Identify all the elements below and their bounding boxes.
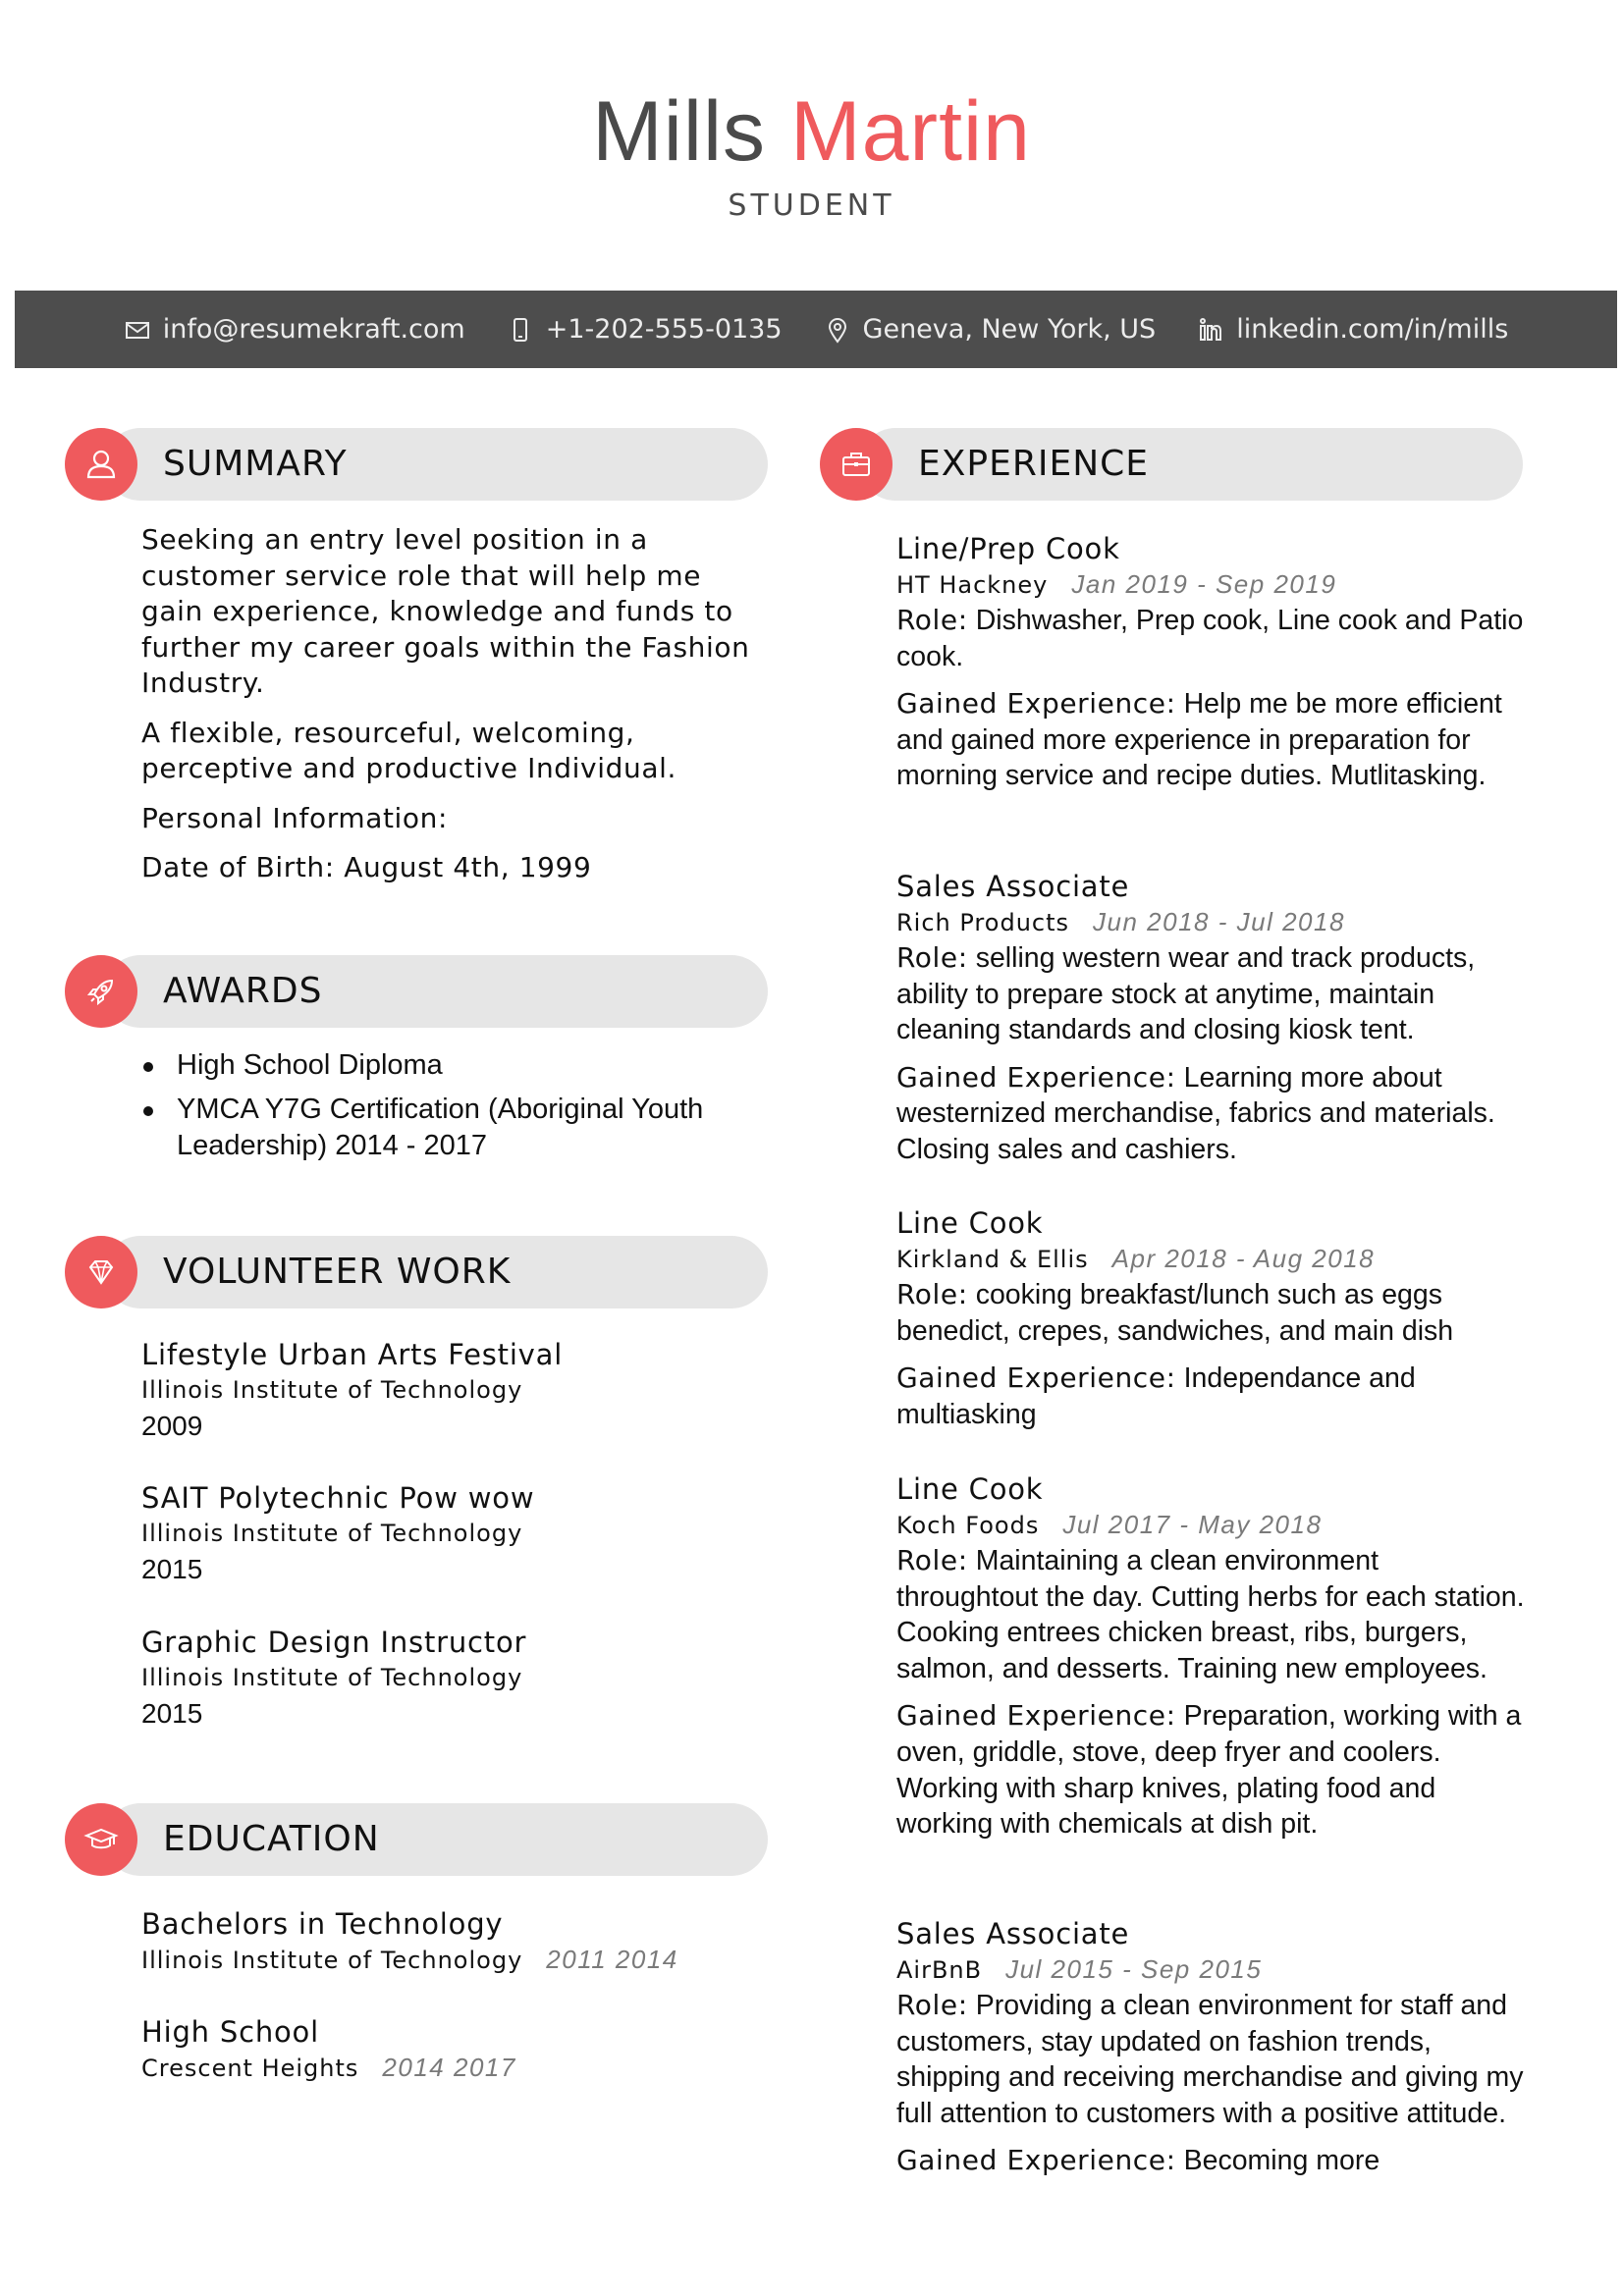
gained-label: Gained Experience: [896, 1362, 1176, 1395]
volunteer-entry [141, 1480, 534, 1588]
company-line [896, 1241, 1525, 1277]
gained-desc: Preparation, working with a oven, griddle, stove, deep fryer and coolers. Working with sharp knives, plating food and working with chemicals at dish pit. [896, 1700, 1522, 1841]
gained-text [896, 1361, 1525, 1432]
diamond-icon [82, 1254, 120, 1291]
education-heading: EDUCATION [163, 1819, 380, 1859]
job-title: STUDENT [728, 188, 895, 223]
contact-phone[interactable] [507, 314, 783, 345]
school-line [141, 2050, 516, 2086]
resume-header [0, 82, 1623, 223]
role-desc: selling western wear and track products, ability to prepare stock at anytime, maintain cleaning standards and closing kiosk tent. [896, 942, 1476, 1046]
role-desc: Providing a clean environment for staff and customers, stay updated on fashion trends, shipping and receiving merchandise and giving my full attention to customers with a positive attitude. [896, 1990, 1524, 2129]
role-desc: Dishwasher, Prep cook, Line cook and Patio cook. [896, 605, 1524, 672]
awards-heading: AWARDS [163, 971, 323, 1011]
rocket-icon-badge [65, 955, 137, 1028]
gained-desc: Becoming more [1183, 2145, 1380, 2177]
volunteer-org: Illinois Institute of Technology [141, 1520, 523, 1547]
map-pin-icon [824, 316, 851, 344]
volunteer-title: Lifestyle Urban Arts Festival [141, 1338, 564, 1371]
volunteer-title: SAIT Polytechnic Pow wow [141, 1481, 535, 1515]
role-text [896, 1543, 1525, 1686]
company: Koch Foods [896, 1512, 1040, 1539]
summary-heading: SUMMARY [163, 444, 348, 484]
education-entry [141, 1906, 678, 1978]
role-text [896, 1988, 1525, 2131]
role-desc: Maintaining a clean environment throughtout the day. Cutting herbs for each station. Cooking entrees chicken breast, ribs, burgers, salmon, and desserts. Training new employees. [896, 1545, 1525, 1684]
role-text [896, 940, 1525, 1048]
gained-label: Gained Experience: [896, 687, 1176, 721]
phone-icon [507, 316, 534, 344]
experience-entry [896, 1205, 1525, 1432]
linkedin-icon [1197, 316, 1224, 344]
education-dates: 2011 2014 [546, 1945, 678, 1974]
rocket-icon [82, 973, 120, 1010]
awards-body [141, 1047, 760, 1172]
company: AirBnB [896, 1956, 983, 1984]
contact-email[interactable] [124, 314, 465, 345]
job-dates: Jul 2015 - Sep 2015 [1005, 1954, 1263, 1984]
date-of-birth: Date of Birth: August 4th, 1999 [141, 851, 592, 883]
briefcase-icon-badge [820, 428, 893, 501]
company: Kirkland & Ellis [896, 1246, 1089, 1273]
job-dates: Jun 2018 - Jul 2018 [1093, 907, 1345, 936]
summary-section-header [65, 428, 768, 501]
contact-bar [15, 291, 1617, 368]
user-icon [82, 446, 120, 483]
volunteer-entry [141, 1337, 563, 1445]
job-title: Line/Prep Cook [896, 532, 1120, 565]
gained-label: Gained Experience: [896, 1060, 1176, 1094]
job-title: Line Cook [896, 1206, 1044, 1240]
experience-entry [896, 1916, 1525, 2179]
summary-body [141, 522, 750, 900]
gained-label: Gained Experience: [896, 1699, 1176, 1733]
job-dates: Apr 2018 - Aug 2018 [1111, 1244, 1376, 1273]
email-text: info@resumekraft.com [162, 314, 465, 345]
job-dates: Jan 2019 - Sep 2019 [1071, 569, 1337, 599]
gained-text [896, 2143, 1525, 2179]
contact-location [824, 314, 1157, 345]
job-title: Sales Associate [896, 870, 1130, 903]
gained-desc: Help me be more efficient and gained more experience in preparation for morning service and recipe duties. Mutlitasking. [896, 688, 1502, 792]
volunteer-year: 2015 [141, 1554, 203, 1584]
envelope-icon [124, 316, 151, 344]
school-line [141, 1942, 678, 1978]
diamond-icon-badge [65, 1236, 137, 1308]
graduation-cap-icon [82, 1821, 120, 1858]
linkedin-text: linkedin.com/in/mills [1236, 314, 1509, 345]
role-label: Role: [896, 1989, 968, 2021]
experience-heading: EXPERIENCE [918, 444, 1150, 484]
full-name [0, 82, 1623, 181]
role-label: Role: [896, 604, 968, 636]
volunteer-title: Graphic Design Instructor [141, 1626, 527, 1659]
volunteer-year: 2015 [141, 1698, 203, 1729]
experience-entry [896, 869, 1525, 1168]
awards-section-header [65, 955, 768, 1028]
summary-paragraph: Seeking an entry level position in a customer service role that will help me gain experience, knowledge and funds to further my career goals within the Fashion Industry. [141, 523, 750, 699]
role-text [896, 1277, 1525, 1349]
gained-desc: Learning more about westernized merchandise, fabrics and materials. Closing sales and cashiers. [896, 1061, 1495, 1165]
gained-text [896, 1060, 1525, 1168]
graduation-cap-icon-badge [65, 1803, 137, 1876]
awards-list [141, 1047, 760, 1164]
degree: High School [141, 2015, 319, 2049]
role-label: Role: [896, 1544, 968, 1576]
personal-info-label: Personal Information: [141, 801, 449, 834]
user-icon-badge [65, 428, 137, 501]
location-text: Geneva, New York, US [862, 314, 1157, 345]
education-section-header [65, 1803, 768, 1876]
education-entry [141, 2014, 516, 2086]
gained-desc: Independance and multiasking [896, 1362, 1416, 1430]
first-name: Mills [592, 84, 767, 179]
gained-label: Gained Experience: [896, 2144, 1176, 2177]
job-title: Line Cook [896, 1472, 1044, 1506]
job-dates: Jul 2017 - May 2018 [1062, 1510, 1323, 1539]
school: Illinois Institute of Technology [141, 1947, 523, 1974]
gained-text [896, 686, 1525, 794]
volunteer-year: 2009 [141, 1411, 203, 1441]
school: Crescent Heights [141, 2055, 359, 2082]
experience-entry [896, 1471, 1525, 1842]
last-name: Martin [789, 84, 1031, 179]
company: HT Hackney [896, 571, 1049, 599]
list-item: YMCA Y7G Certification (Aboriginal Youth Leadership) 2014 - 2017 [141, 1092, 760, 1164]
company-line [896, 1507, 1525, 1543]
volunteer-entry [141, 1625, 526, 1733]
company: Rich Products [896, 909, 1070, 936]
role-label: Role: [896, 1278, 968, 1310]
phone-text: +1-202-555-0135 [545, 314, 783, 345]
experience-section-header [820, 428, 1523, 501]
list-item: High School Diploma [141, 1047, 760, 1084]
company-line [896, 1951, 1525, 1988]
role-text [896, 603, 1525, 674]
company-line [896, 566, 1525, 603]
summary-paragraph: A flexible, resourceful, welcoming, perceptive and productive Individual. [141, 716, 676, 784]
job-title: Sales Associate [896, 1917, 1130, 1950]
briefcase-icon [838, 446, 875, 483]
role-desc: cooking breakfast/lunch such as eggs benedict, crepes, sandwiches, and main dish [896, 1279, 1454, 1347]
company-line [896, 904, 1525, 940]
volunteer-org: Illinois Institute of Technology [141, 1376, 523, 1404]
experience-entry [896, 531, 1525, 794]
contact-linkedin[interactable] [1197, 314, 1508, 345]
education-dates: 2014 2017 [382, 2053, 516, 2082]
gained-text [896, 1698, 1525, 1842]
degree: Bachelors in Technology [141, 1907, 504, 1941]
role-label: Role: [896, 941, 968, 974]
volunteer-heading: VOLUNTEER WORK [163, 1252, 512, 1292]
volunteer-section-header [65, 1236, 768, 1308]
volunteer-org: Illinois Institute of Technology [141, 1664, 523, 1691]
